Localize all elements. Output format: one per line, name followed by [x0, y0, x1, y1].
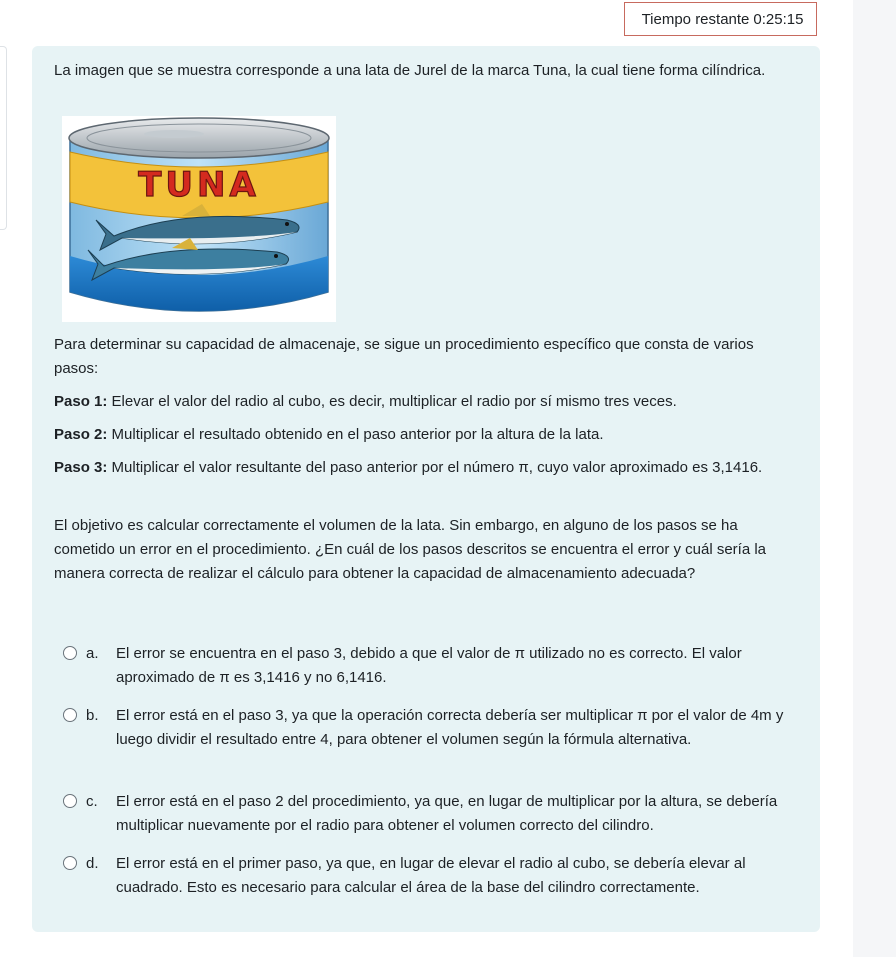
option-c-radio[interactable]	[63, 794, 77, 808]
step-3-text: Multiplicar el valor resultante del paso anterior por el número π, cuyo valor aproximado es 3,1416.	[111, 459, 763, 476]
timer-label: Tiempo restante	[641, 10, 750, 28]
option-c-letter: c.	[86, 793, 98, 810]
option-b-text[interactable]: El error está en el paso 3, ya que la operación correcta debería ser multiplicar π por el valor de 4m y luego dividir el resultado entre 4, para obtener el volumen según la fórmula alternativa.	[116, 707, 784, 748]
option-d-text[interactable]: El error está en el primer paso, ya que, en lugar de elevar el radio al cubo, se debería elevar al cuadrado. Esto es necesario para calcular el área de la base del cilindro correctamente.	[116, 855, 746, 896]
question-intro: La imagen que se muestra corresponde a una lata de Jurel de la marca Tuna, la cual tiene forma cilíndrica.	[54, 62, 766, 79]
step-3	[54, 456, 794, 480]
question-prompt: El objetivo es calcular correctamente el volumen de la lata. Sin embargo, en alguno de los pasos se ha cometido un error en el procedimiento. ¿En cuál de los pasos descritos se encuentra el error y cuál sería la manera correcta de realizar el cálculo para obtener la capacidad de almacenamiento adecuada?	[54, 517, 767, 582]
step-1-text: Elevar el valor del radio al cubo, es decir, multiplicar el radio por sí mismo tres veces.	[111, 393, 677, 410]
tuna-can-image	[62, 116, 336, 322]
question-card	[32, 46, 820, 932]
option-a-text[interactable]: El error se encuentra en el paso 3, debido a que el valor de π utilizado no es correcto. El valor aproximado de π es 3,1416 y no 6,1416.	[116, 645, 742, 686]
step-1	[54, 390, 794, 414]
option-b-letter: b.	[86, 707, 99, 724]
option-a-radio[interactable]	[63, 646, 77, 660]
left-drawer-tab[interactable]	[0, 46, 7, 230]
step-1-label: Paso 1:	[54, 393, 108, 410]
svg-text:TUNA: TUNA	[138, 165, 260, 205]
procedure-intro: Para determinar su capacidad de almacenaje, se sigue un procedimiento específico que consta de varios pasos:	[54, 336, 754, 377]
option-c-text[interactable]: El error está en el paso 2 del procedimiento, ya que, en lugar de multiplicar por la altura, se debería multiplicar nuevamente por el radio para obtener el volumen correcto del cilindro.	[116, 793, 778, 834]
option-d-letter: d.	[86, 855, 99, 872]
right-drawer-strip	[853, 0, 896, 957]
time-remaining	[624, 2, 817, 36]
option-b-radio[interactable]	[63, 708, 77, 722]
option-d-radio[interactable]	[63, 856, 77, 870]
step-2	[54, 423, 794, 447]
step-3-label: Paso 3:	[54, 459, 108, 476]
step-2-text: Multiplicar el resultado obtenido en el paso anterior por la altura de la lata.	[111, 426, 604, 443]
step-2-label: Paso 2:	[54, 426, 108, 443]
timer-value: 0:25:15	[753, 10, 804, 28]
tuna-can-icon	[62, 116, 336, 322]
option-a-letter: a.	[86, 645, 99, 662]
